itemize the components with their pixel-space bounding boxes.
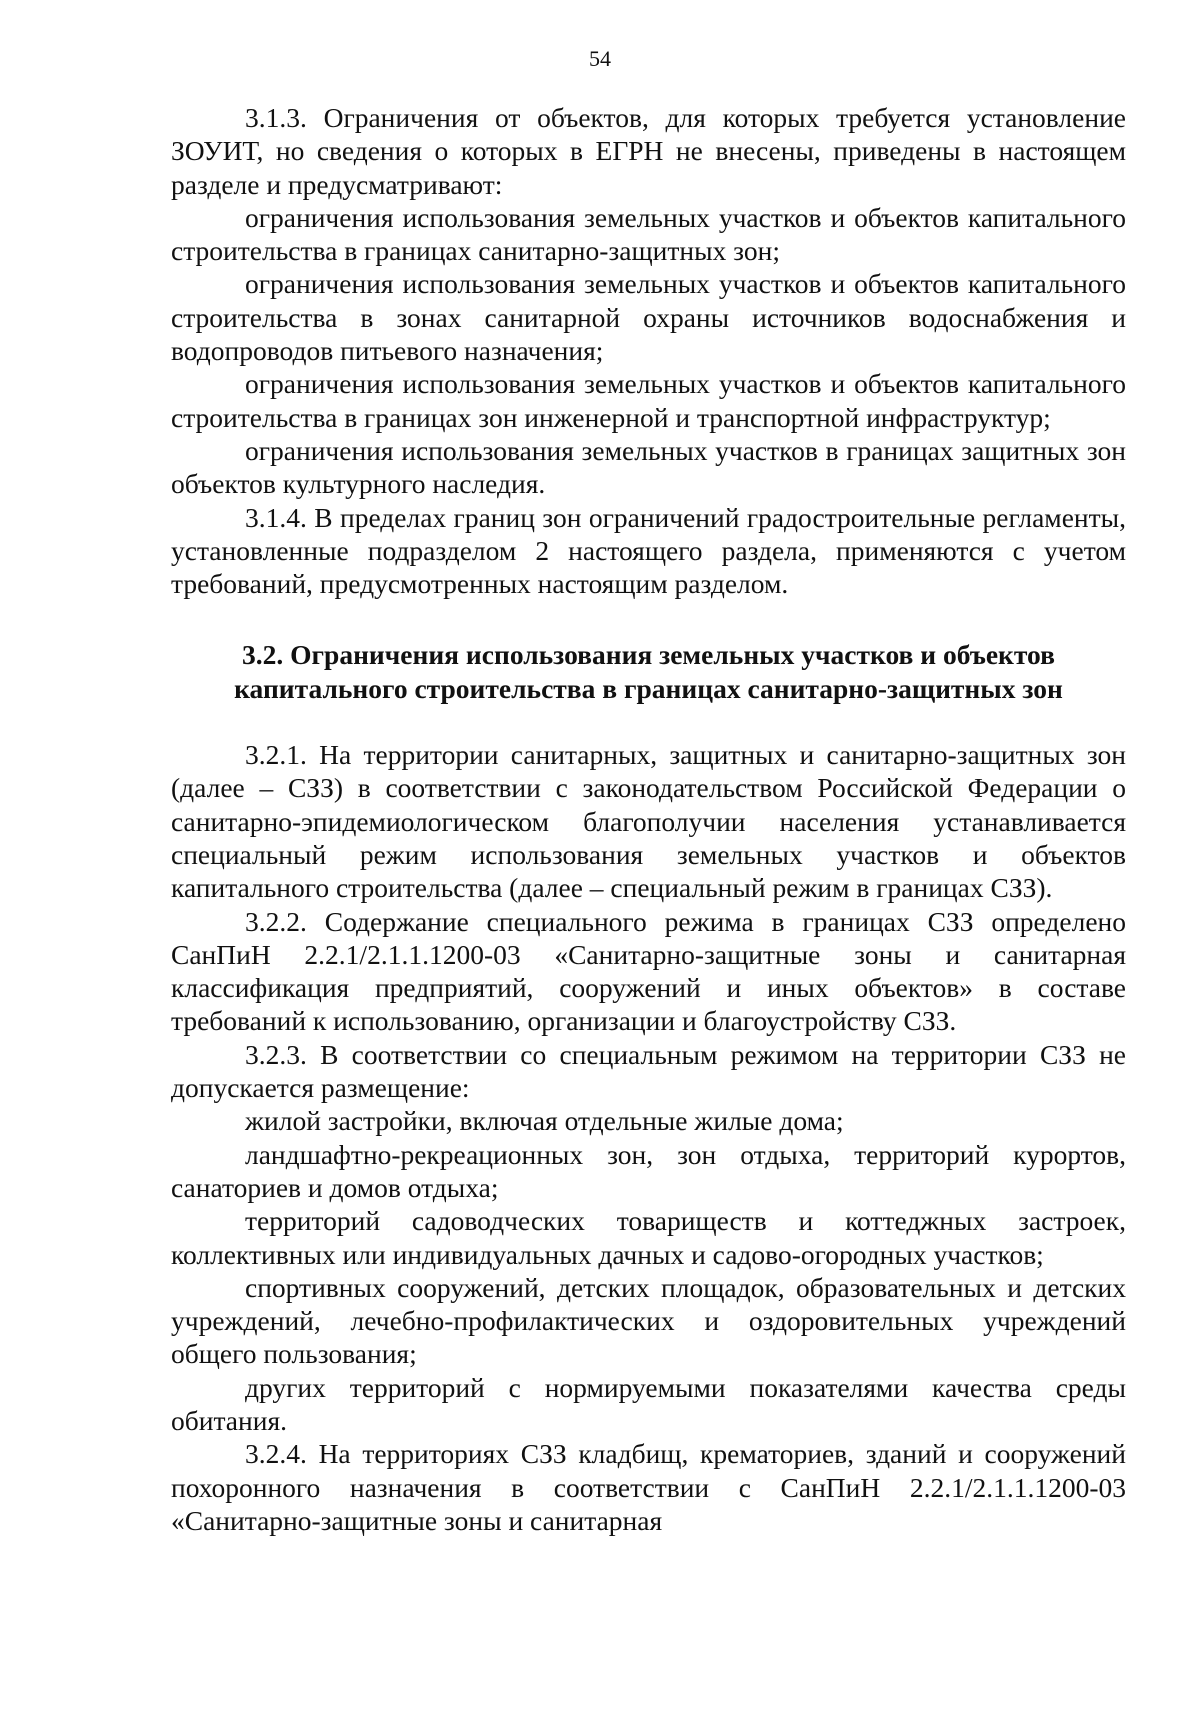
list-item-sports-education: спортивных сооружений, детских площадок, образовательных и детских учреждений, лечебно-профилактических и оздоровительных учреждений общего пользования; (171, 1271, 1126, 1370)
list-item-other-territories: других территорий с нормируемыми показателями качества среды обитания. (171, 1371, 1126, 1436)
section-heading-line-2: капитального строительства в границах санитарно-защитных зон (234, 672, 1063, 704)
list-item-cultural-heritage-zones: ограничения использования земельных участков в границах защитных зон объектов культурного наследия. (171, 434, 1126, 500)
paragraph-3-2-3: 3.2.3. В соответствии со специальным режимом на территории СЗЗ не допускается размещение: (171, 1038, 1126, 1104)
paragraph-3-2-4: 3.2.4. На территориях СЗЗ кладбищ, крематориев, зданий и сооружений похоронного назначения в соответствии с СанПиН 2.2.1/2.1.1.1200-03 «Санитарно-защитные зоны и санитарная (171, 1438, 1126, 1536)
list-item-gardening: территорий садоводческих товариществ и коттеджных застроек, коллективных или индивидуальных дачных и садово-огородных участков; (171, 1205, 1126, 1270)
paragraph-3-2-2: 3.2.2. Содержание специального режима в границах СЗЗ определено СанПиН 2.2.1/2.1.1.1200-03 «Санитарно-защитные зоны и санитарная классификация предприятий, сооружений и иных объектов» в составе требований к использованию, организации и благоустройству СЗЗ. (171, 905, 1126, 1037)
list-item-sanitary-zones: ограничения использования земельных участков и объектов капитального строительства в границах санитарно-защитных зон; (171, 201, 1126, 267)
paragraph-3-1-4: 3.1.4. В пределах границ зон ограничений градостроительные регламенты, установленные подразделом 2 настоящего раздела, применяются с учетом требований, предусмотренных настоящим разделом. (171, 501, 1126, 600)
section-heading-line-1: 3.2. Ограничения использования земельных участков и объектов (242, 639, 1055, 671)
list-item-infrastructure-zones: ограничения использования земельных участков и объектов капитального строительства в границах зон инженерной и транспортной инфраструктур; (171, 368, 1126, 433)
list-item-recreational: ландшафтно-рекреационных зон, зон отдыха, территорий курортов, санаториев и домов отдыха; (171, 1138, 1126, 1203)
list-item-water-protection-zones: ограничения использования земельных участков и объектов капитального строительства в зонах санитарной охраны источников водоснабжения и водопроводов питьевого назначения; (171, 268, 1126, 367)
list-item-residential: жилой застройки, включая отдельные жилые дома; (245, 1105, 844, 1137)
section-heading-3-2 (171, 638, 1126, 705)
paragraph-3-2-1: 3.2.1. На территории санитарных, защитных и санитарно-защитных зон (далее – СЗЗ) в соответствии с законодательством Российской Федерации о санитарно-эпидемиологическом благополучии населения устанавливается специальный режим использования земельных участков и объектов капитального строительства (далее – специальный режим в границах СЗЗ). (171, 739, 1126, 904)
page-number: 54 (589, 46, 611, 71)
paragraph-3-1-3: 3.1.3. Ограничения от объектов, для которых требуется установление ЗОУИТ, но сведения о которых в ЕГРН не внесены, приведены в настоящем разделе и предусматривают: (171, 102, 1126, 200)
document-body (171, 101, 1126, 1537)
